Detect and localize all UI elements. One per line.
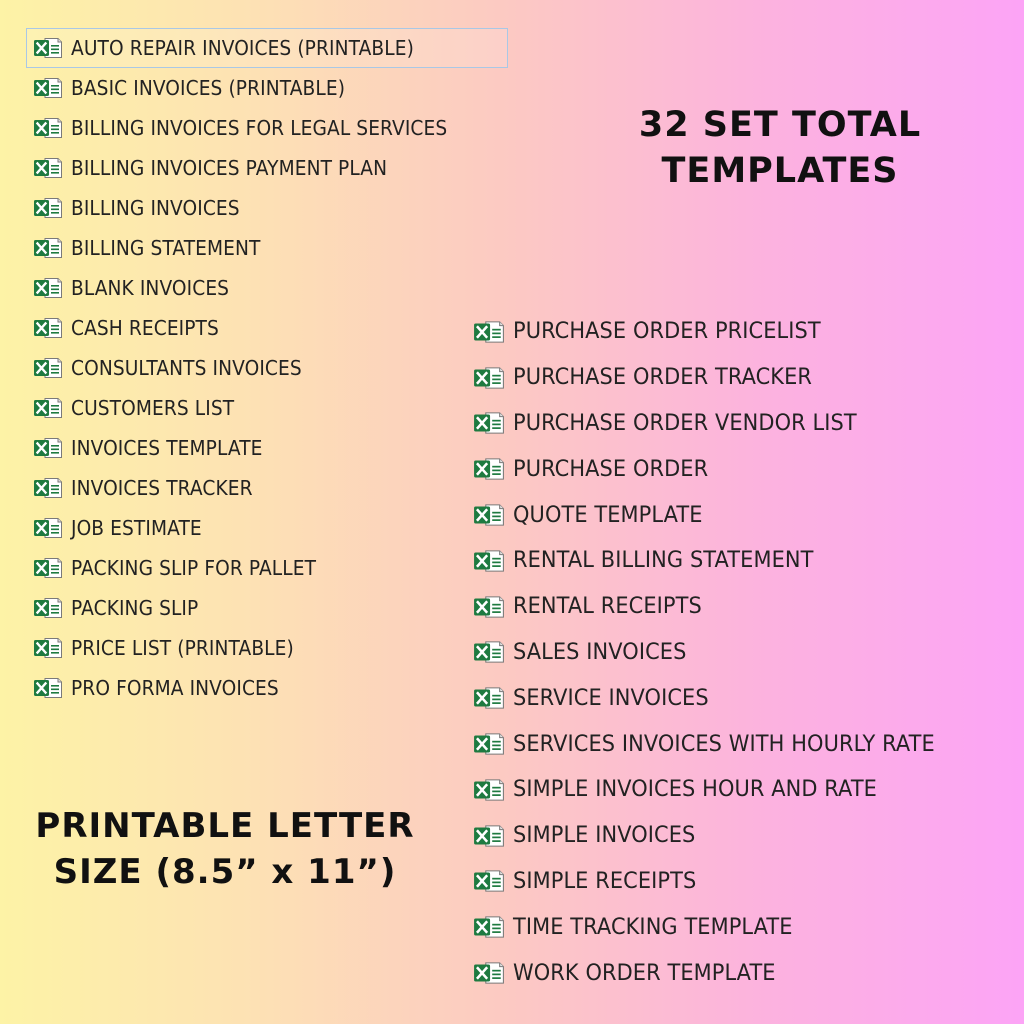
excel-file-icon <box>473 686 505 710</box>
file-name: BILLING INVOICES <box>71 196 240 220</box>
file-name: JOB ESTIMATE <box>71 516 202 540</box>
excel-file-icon <box>473 824 505 848</box>
file-item[interactable] <box>30 508 508 548</box>
total-heading-line1: 32 SET TOTAL <box>638 105 922 145</box>
excel-file-icon <box>473 640 505 664</box>
excel-file-icon <box>33 477 63 499</box>
excel-file-icon <box>473 778 505 802</box>
file-name: BASIC INVOICES (PRINTABLE) <box>71 76 346 100</box>
file-item[interactable] <box>26 28 508 68</box>
file-item[interactable] <box>470 309 957 355</box>
file-name: INVOICES TEMPLATE <box>71 436 263 460</box>
file-name: RENTAL BILLING STATEMENT <box>513 548 814 574</box>
file-item[interactable] <box>470 859 957 905</box>
file-name: SALES INVOICES <box>513 639 687 665</box>
file-item[interactable] <box>30 148 508 188</box>
file-name: CUSTOMERS LIST <box>71 396 235 420</box>
file-name: TIME TRACKING TEMPLATE <box>513 914 793 940</box>
excel-file-icon <box>33 277 63 299</box>
file-name: CONSULTANTS INVOICES <box>71 356 302 380</box>
file-item[interactable] <box>470 584 957 630</box>
file-item[interactable] <box>30 108 508 148</box>
excel-file-icon <box>473 366 505 390</box>
file-item[interactable] <box>30 268 508 308</box>
excel-file-icon <box>473 411 505 435</box>
file-name: SERVICE INVOICES <box>513 685 709 711</box>
file-item[interactable] <box>30 68 508 108</box>
excel-file-icon <box>33 197 63 219</box>
excel-file-icon <box>473 503 505 527</box>
file-name: RENTAL RECEIPTS <box>513 594 702 620</box>
file-item[interactable] <box>470 446 957 492</box>
file-name: AUTO REPAIR INVOICES (PRINTABLE) <box>71 36 414 60</box>
size-heading-line2: SIZE (8.5” x 11”) <box>53 852 397 892</box>
file-name: PURCHASE ORDER PRICELIST <box>513 319 821 345</box>
file-item[interactable] <box>30 228 508 268</box>
excel-file-icon <box>33 37 63 59</box>
excel-file-icon <box>33 157 63 179</box>
excel-file-icon <box>33 77 63 99</box>
total-heading-line2: TEMPLATES <box>661 151 899 191</box>
file-item[interactable] <box>30 668 508 708</box>
excel-file-icon <box>473 915 505 939</box>
excel-file-icon <box>33 677 63 699</box>
file-item[interactable] <box>30 388 508 428</box>
file-name: INVOICES TRACKER <box>71 476 253 500</box>
file-name: PRO FORMA INVOICES <box>71 676 279 700</box>
file-name: PURCHASE ORDER VENDOR LIST <box>513 410 857 436</box>
excel-file-icon <box>473 961 505 985</box>
excel-file-icon <box>33 117 63 139</box>
file-name: BILLING INVOICES FOR LEGAL SERVICES <box>71 116 448 140</box>
file-list-right <box>470 309 957 996</box>
file-name: PRICE LIST (PRINTABLE) <box>71 636 294 660</box>
file-list-left <box>30 28 508 708</box>
file-item[interactable] <box>30 188 508 228</box>
excel-file-icon <box>473 320 505 344</box>
file-name: SIMPLE RECEIPTS <box>513 868 697 894</box>
file-item[interactable] <box>30 308 508 348</box>
file-name: BILLING INVOICES PAYMENT PLAN <box>71 156 388 180</box>
file-item[interactable] <box>470 721 957 767</box>
file-name: PACKING SLIP FOR PALLET <box>71 556 317 580</box>
excel-file-icon <box>33 437 63 459</box>
excel-file-icon <box>33 597 63 619</box>
file-item[interactable] <box>30 468 508 508</box>
excel-file-icon <box>33 357 63 379</box>
file-item[interactable] <box>470 401 957 447</box>
file-item[interactable] <box>470 904 957 950</box>
file-item[interactable] <box>30 548 508 588</box>
file-item[interactable] <box>470 538 957 584</box>
size-heading-line1: PRINTABLE LETTER <box>35 806 415 846</box>
file-item[interactable] <box>470 675 957 721</box>
excel-file-icon <box>473 457 505 481</box>
file-item[interactable] <box>470 950 957 996</box>
excel-file-icon <box>33 557 63 579</box>
file-item[interactable] <box>30 588 508 628</box>
excel-file-icon <box>33 517 63 539</box>
excel-file-icon <box>473 595 505 619</box>
excel-file-icon <box>473 549 505 573</box>
file-name: SIMPLE INVOICES <box>513 823 696 849</box>
total-templates-heading <box>610 102 950 194</box>
file-item[interactable] <box>30 628 508 668</box>
file-name: BILLING STATEMENT <box>71 236 261 260</box>
file-name: WORK ORDER TEMPLATE <box>513 960 776 986</box>
file-name: PACKING SLIP <box>71 596 199 620</box>
file-name: CASH RECEIPTS <box>71 316 219 340</box>
file-name: SIMPLE INVOICES HOUR AND RATE <box>513 777 877 803</box>
file-item[interactable] <box>30 348 508 388</box>
excel-file-icon <box>473 869 505 893</box>
letter-size-heading <box>15 803 435 895</box>
excel-file-icon <box>33 317 63 339</box>
file-name: SERVICES INVOICES WITH HOURLY RATE <box>513 731 935 757</box>
clipped-list-row <box>33 712 113 717</box>
file-item[interactable] <box>470 492 957 538</box>
excel-file-icon <box>473 732 505 756</box>
file-item[interactable] <box>470 767 957 813</box>
file-item[interactable] <box>470 355 957 401</box>
excel-file-icon <box>33 637 63 659</box>
file-name: PURCHASE ORDER TRACKER <box>513 365 813 391</box>
file-item[interactable] <box>30 428 508 468</box>
file-name: QUOTE TEMPLATE <box>513 502 703 528</box>
excel-file-icon <box>33 237 63 259</box>
file-name: PURCHASE ORDER <box>513 456 709 482</box>
file-item[interactable] <box>470 813 957 859</box>
file-name: BLANK INVOICES <box>71 276 230 300</box>
file-item[interactable] <box>470 630 957 676</box>
excel-file-icon <box>33 397 63 419</box>
